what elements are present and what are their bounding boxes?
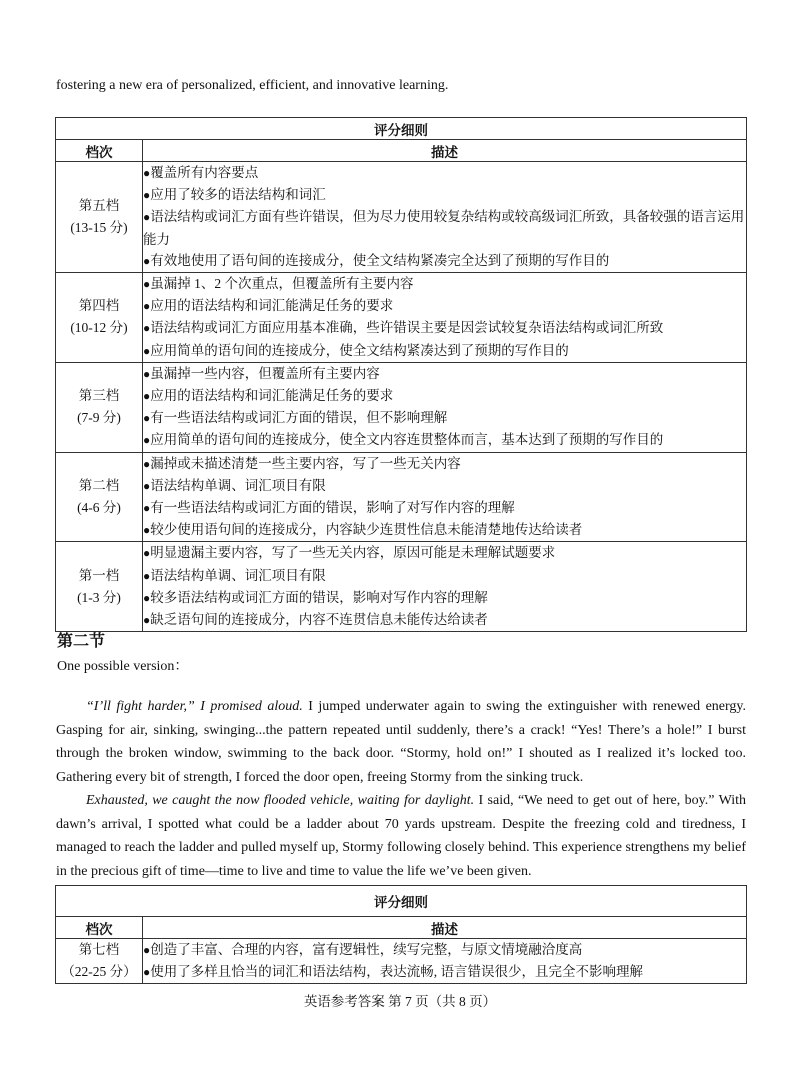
criteria-cell bbox=[143, 542, 747, 632]
level-cell bbox=[56, 542, 143, 632]
table-row bbox=[56, 452, 747, 542]
criterion: ●有一些语法结构或词汇方面的错误，影响了对写作内容的理解 bbox=[143, 500, 515, 516]
criterion: ●虽漏掉 1、2 个次重点，但覆盖所有主要内容 bbox=[143, 276, 414, 292]
version-label: One possible version： bbox=[57, 659, 189, 674]
level-score: （22-25 分） bbox=[61, 964, 137, 980]
criterion: ●应用简单的语句间的连接成分，使全文内容连贯整体而言，基本达到了预期的写作目的 bbox=[143, 432, 664, 448]
essay-opening-sentence: Exhausted, we caught the now flooded vehicle, waiting for daylight. bbox=[86, 793, 475, 808]
criterion: ●应用简单的语句间的连接成分，使全文结构紧凑达到了预期的写作目的 bbox=[143, 342, 569, 358]
level-name: 第七档 bbox=[78, 942, 120, 958]
essay-paragraph bbox=[56, 789, 746, 883]
level-score: (4-6 分) bbox=[77, 500, 121, 516]
criteria-cell bbox=[143, 162, 747, 273]
table-title: 评分细则 bbox=[56, 118, 747, 140]
level-score: (7-9 分) bbox=[77, 410, 121, 426]
level-name: 第三档 bbox=[78, 388, 120, 404]
level-cell bbox=[56, 273, 143, 363]
table-row bbox=[56, 362, 747, 452]
level-score: (13-15 分) bbox=[70, 220, 128, 235]
criterion: ●应用的语法结构和词汇能满足任务的要求 bbox=[143, 388, 394, 404]
criterion: ●语法结构单调、词汇项目有限 bbox=[143, 477, 326, 493]
criterion: ●虽漏掉一些内容，但覆盖所有主要内容 bbox=[143, 365, 380, 381]
level-score: (10-12 分) bbox=[70, 320, 128, 336]
rubric-table-writing-2 bbox=[55, 885, 747, 984]
criterion: ●语法结构单调、词汇项目有限 bbox=[143, 567, 326, 583]
criteria-cell bbox=[143, 273, 747, 363]
level-cell bbox=[56, 362, 143, 452]
intro-line: fostering a new era of personalized, efficient, and innovative learning. bbox=[56, 78, 449, 93]
column-header-level: 档次 bbox=[56, 917, 143, 939]
level-cell bbox=[56, 452, 143, 542]
criterion: ●语法结构或词汇方面有些许错误，但为尽力使用较复杂结构或较高级词汇所致，具备较强的语言运用能力 bbox=[143, 209, 745, 247]
criterion: ●覆盖所有内容要点 bbox=[143, 165, 259, 180]
essay-body: I said, “We need to get out of here, boy.” With dawn’s arrival, I spotted what could be a ladder about 70 yards upstream. Despite the freezing cold and tiredness, I managed to reach the ladder and pulled myself up, Stormy following closely behind. This experience strengthens my belief in the precious gift of time—time to live and time to value the life we’ve been given. bbox=[56, 793, 746, 879]
table-row bbox=[56, 542, 747, 632]
sample-essay bbox=[56, 695, 746, 883]
criterion: ●缺乏语句间的连接成分，内容不连贯信息未能传达给读者 bbox=[143, 612, 488, 628]
criterion: ●较少使用语句间的连接成分，内容缺少连贯性信息未能清楚地传达给读者 bbox=[143, 522, 583, 538]
level-name: 第一档 bbox=[78, 567, 120, 583]
page-footer: 英语参考答案 第 7 页（共 8 页） bbox=[303, 994, 497, 1009]
table-row bbox=[56, 939, 747, 984]
essay-opening-sentence: “I’ll fight harder,” I promised aloud. bbox=[86, 699, 303, 714]
criterion: ●创造了丰富、合理的内容，富有逻辑性，续写完整，与原文情境融洽度高 bbox=[143, 942, 583, 957]
level-name: 第四档 bbox=[78, 298, 120, 314]
criteria-cell bbox=[143, 452, 747, 542]
table-title: 评分细则 bbox=[56, 886, 747, 917]
table-row bbox=[56, 273, 747, 363]
column-header-description: 描述 bbox=[143, 140, 747, 162]
criterion: ●有一些语法结构或词汇方面的错误，但不影响理解 bbox=[143, 410, 448, 426]
criteria-cell bbox=[143, 939, 747, 984]
criterion: ●应用的语法结构和词汇能满足任务的要求 bbox=[143, 298, 394, 314]
criteria-cell bbox=[143, 362, 747, 452]
criterion: ●较多语法结构或词汇方面的错误，影响对写作内容的理解 bbox=[143, 589, 488, 605]
rubric-table-writing-1 bbox=[55, 117, 747, 632]
section-title: 第二节 bbox=[57, 631, 106, 650]
level-score: (1-3 分) bbox=[77, 589, 121, 605]
column-header-description: 描述 bbox=[143, 917, 747, 939]
level-name: 第二档 bbox=[78, 478, 120, 494]
table-row bbox=[56, 162, 747, 273]
level-cell bbox=[56, 162, 143, 273]
criterion: ●语法结构或词汇方面应用基本准确，些许错误主要是因尝试较复杂语法结构或词汇所致 bbox=[143, 320, 664, 336]
column-header-level: 档次 bbox=[56, 140, 143, 162]
criterion: ●漏掉或未描述清楚一些主要内容，写了一些无关内容 bbox=[143, 455, 461, 471]
criterion: ●有效地使用了语句间的连接成分，使全文结构紧凑完全达到了预期的写作目的 bbox=[143, 252, 610, 268]
level-name: 第五档 bbox=[78, 198, 120, 213]
essay-paragraph bbox=[56, 695, 746, 789]
criterion: ●明显遗漏主要内容，写了一些无关内容，原因可能是未理解试题要求 bbox=[143, 545, 556, 561]
level-cell bbox=[56, 939, 143, 984]
criterion: ●应用了较多的语法结构和词汇 bbox=[143, 187, 326, 203]
criterion: ●使用了多样且恰当的词汇和语法结构，表达流畅, 语言错误很少，且完全不影响理解 bbox=[143, 964, 643, 980]
essay-body: I jumped underwater again to swing the extinguisher with renewed energy. Gasping for air, sinking, swinging...the pattern repeated until suddenly, there’s a crack! “Yes! There’s a hole!” I burst through the broken window, swimming to the back door. “Stormy, hold on!” I shouted as I realized it’s locked too. Gathering every bit of strength, I forced the door open, freeing Stormy from the sinking truck. bbox=[56, 699, 746, 785]
